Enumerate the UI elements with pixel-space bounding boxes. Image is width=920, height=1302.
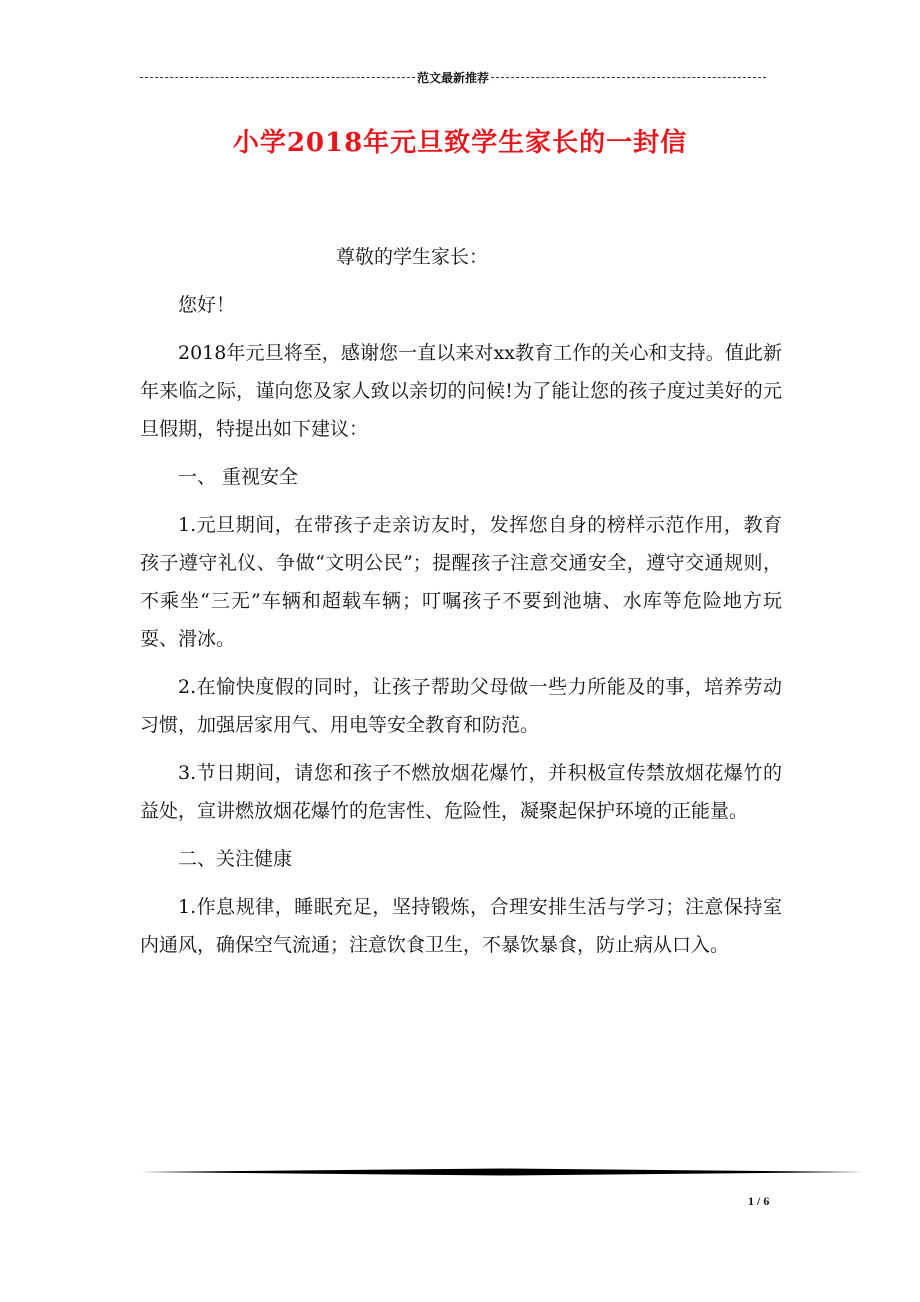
footer-rule: [140, 1168, 864, 1176]
header-dashes-left: [140, 77, 415, 78]
salutation: 尊敬的学生家长：: [336, 246, 489, 268]
header-label: 范文最新推荐: [417, 70, 490, 85]
page-number: 1 / 6: [748, 1194, 770, 1208]
page-header: [140, 68, 766, 86]
section-heading-health: 二、关注健康: [178, 848, 293, 870]
safety-item-3: 3.节日期间，请您和孩子不燃放烟花爆竹，并积极宣传禁放烟花爆竹的益处，宣讲燃放烟花爆竹的危害性、危险性，凝聚起保护环境的正能量。: [140, 762, 782, 822]
safety-item-1: 1.元旦期间，在带孩子走亲访友时，发挥您自身的榜样示范作用，教育孩子遵守礼仪、争做“文明公民”；提醒孩子注意交通安全，遵守交通规则，不乘坐“三无”车辆和超载车辆；叮嘱孩子不要到池塘、水库等危险地方玩耍、滑冰。: [140, 514, 782, 650]
document-title: 小学2018年元旦致学生家长的一封信: [232, 128, 688, 158]
intro-paragraph: 2018年元旦将至，感谢您一直以来对xx教育工作的关心和支持。值此新年来临之际，谨向您及家人致以亲切的问候!为了能让您的孩子度过美好的元旦假期，特提出如下建议：: [140, 342, 782, 440]
header-dashes-right: [491, 77, 766, 78]
document-body: [140, 238, 782, 974]
section-heading-safety: 一、 重视安全: [178, 466, 299, 488]
greeting: 您好！: [178, 294, 236, 316]
safety-item-2: 2.在愉快度假的同时，让孩子帮助父母做一些力所能及的事，培养劳动习惯，加强居家用气、用电等安全教育和防范。: [140, 676, 782, 736]
health-item-1: 1.作息规律，睡眠充足，坚持锻炼，合理安排生活与学习；注意保持室内通风，确保空气流通；注意饮食卫生，不暴饮暴食，防止病从口入。: [140, 896, 782, 956]
